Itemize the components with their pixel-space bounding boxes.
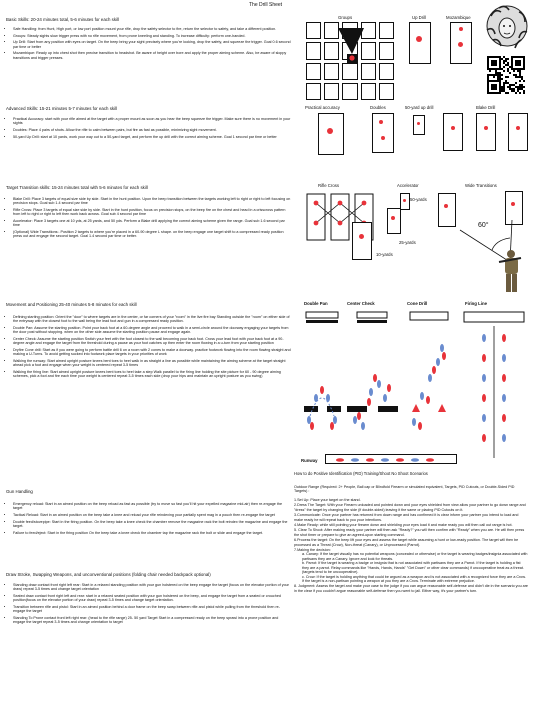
up-drill-hit [416,36,422,42]
draw-stroke-list [6,583,291,627]
list-item: • Seated draw contact front right left and rear: start in a relaxed seated position with your gun holstered on the beep, and engage the target from a seated or crouched position(focus on the elevator portion of your draw) repeat 3-5 times and change target orientation. [13,594,291,603]
advanced-skills-list [6,117,291,141]
accelerator-hit [403,199,406,202]
up-drill-label: Up Drill [412,15,427,20]
list-item: • Emergency reload: Start in an aimed position on the beep reload as fast as possible (try to move so fast you'll hit your expelled magazine mid-air) then re-engage the target [13,502,291,511]
pid-substep: a. Canary: If the target visually has no potential weapons (concealed or otherwise) or the target is wearing badges/insignia associated with partisans they are a Canary. Ignore and look for threats. [302,552,528,561]
list-item: • Dryfire Cone drill: Start as if you were going to perform battle drill 6 on a room with 2 cones to make a doorway. practice footwork flowing into the room flowing straight and making a U-Turns. To avoid getting sucked into footwork place targets in your priorities of work [13,348,291,357]
blake-hit [516,126,520,130]
mozambique-label: Mozambique [446,15,471,20]
list-item: • Center Check: Assume the starting position Switch your feet with the foot closest to the wall becoming your back foot. Cross your lead foot with your back foot at a 90-degree angle and engage the target from the threshold during a pause as your foot catches up then enter the room flowing in a u-turn from your starting position [13,337,291,346]
doubles-label: Doubles [370,105,386,110]
50-yard-hit [417,122,420,125]
double-pan-label: Double Pan [304,301,328,306]
pid-step: 4.Make Ready: while still pointing your firearm down and shielding your eyes load it and make ready you will then call out range is hot. [294,523,513,528]
list-item: • Up Drill: Start from any position with eyes on target. On the beep bring your sight precisely where you're looking, drop the safety, and squeeze the trigger. Goal 0.6 second par time or better [13,40,291,49]
list-item: • Double Pan: Assume the starting position. Point your back foot at a 60-degree angle and proceed to walk in a semi-circle around the doorway engaging your targets from the door post without stopping. when on the other side assume the starting position pause and engage again. [13,326,291,335]
accelerator-10-yards-label: 10-yards [376,252,393,257]
basic-skills-heading: Basic Skills: 20-24 minutes total, 5-6 minutes for each skill [6,17,119,22]
50-yard-target [413,115,425,135]
blake-target-1 [443,113,463,151]
soldier-figure-image [495,248,525,296]
firing-line-diagram [460,308,530,468]
pid-heading: How to do Positive Identification (PID) Training/Shoot No Shoot Scenarios [294,471,428,476]
list-item: • (Optional) Wide Transitions:. Position 2 targets to where you're placed in a 60-90 degree L shape. on the beep engage one target shift to a compressed ready position press out and engage the second target. Goal 1.4 second par time or better. [13,230,291,239]
draw-stroke-heading: Draw Stroke, Swapping Weapons, and unconventional positions (folding chair needed backpack optional) [6,572,211,577]
center-check-diagram [345,308,400,448]
double-pan-diagram [300,308,345,448]
list-item: • Walking the runway: Start aimed upright posture knees bent toes to heel walk in as straight a line as possible while maintaining the aiming scheme at the target straight ahead pick a foot and engage when your weight is centered repeat 3-5 times [13,359,291,368]
cone-drill-label: Cone Drill [407,301,428,306]
blake-hit [451,126,455,130]
pid-step: 2.Dress The Target: With your Firearm unloaded and pointed down and your eyes shielded from view allow your partner to go down range and "dress" the target by changing the side (if double-sided) leaving it the same or placing PID Cutouts on it. [294,503,526,512]
50-yard-up-drill-label: 50-yard up drill [405,105,434,110]
list-item: • Transition between rifle and pistol: Start in an aimed position behind a door frame on the beep swap between rifle and pistol while pulling from the threshold then re-engage the target [13,605,291,614]
pid-substep: c. Crow: If the target is holding anything that could be argued as a weapon and is not associated with a recognized force they are a Crow. If the target is a non-partisan pointing a weapon at you they are a Crow. Terminate with extreme prejudice. [302,574,526,583]
basic-skills-list [6,27,291,62]
mozambique-hit-chest [458,42,463,47]
list-item: • Doubles: Place 4 pairs of shots. Allow the rifle to calm between pairs, but fire as fast as possible, minimizing sight movement. [13,128,291,132]
firing-line-label: Firing Line [465,301,487,306]
gun-handling-list [6,502,291,537]
practical-accuracy-label: Practical accuracy [305,105,340,110]
pid-steps [294,498,528,593]
list-item: • Double feed/stovepipe: Start in the firing position. On the beep take a knee check the chamber remove the magazine rack the bolt reindex the magazine and engage the target. [13,520,291,529]
cone-drill-diagram [402,308,457,448]
pid-step: 7.Making the decision: [294,548,331,553]
accelerator-50-yards-label: 50-yards [410,197,427,202]
gun-handling-heading: Gun Handling [6,489,33,494]
practical-accuracy-hit [327,128,333,134]
pid-step: 1.Set Up: Place your target on the stand. [294,498,361,502]
doubles-target [372,113,394,153]
page-title: The Drill Sheet [249,2,283,8]
accelerator-25-yards-label: 25-yards [399,240,416,245]
accelerator-hit [391,216,395,220]
wide-angle-label: 60° [478,222,489,229]
list-item: • Groups: Steady sights slow trigger press with no rifle movement, from prone kneeling and standing. To increase difficulty: perform one-handed. [13,34,291,38]
list-item: • Blake Drill: Place 3 targets of equal size side by side. Start in the hunt position. Upon the beep transition between the targets working left to right or right to left focusing on precision stops. Goal sub 1.4 second par time [13,197,291,206]
center-check-label: Center Check [347,301,375,306]
pid-step: 8. Judgment: Assess the target and make your case to the judge if you can argue reasonable self-defense and didn't die in the scenario you are in the clear if you couldn't argue reasonable self-defense then you went to jail. Either way, it's your partner's turn. [294,584,528,593]
transition-skills-list [6,197,291,241]
runway-label: Runway [301,458,318,463]
list-item: • Standing draw contact front right left rear: Start in a relaxed standing position with your gun holstered on the beep engage the target (focus on the elevator portion of your draw) repeat 3-5 times and change target orientation [13,583,291,592]
list-item: • Walking the firing line: Start aimed upright posture knees bent toes to heel take a step Walk parallel to the firing line holding the site picture for 60 - 90 degree aiming schemes, pick a foot and fire each time your weight is centered repeat 3-5 times each side (drop your hips and maintain an upright posture as you swing) [13,370,291,379]
accelerator-hit [359,234,364,239]
pid-intro: Outdoor Range (Required: 2+ People, Ball cap or Blindfold Firearm or simulated equivalent, Targets, PID Cutouts, or Double-Sided PID Targets) : [294,485,515,494]
qr-code-image [487,56,525,94]
movement-list [6,315,291,381]
pid-step: 6.Process the target: On the beep lift your eyes and assess the target while assuming a hunt or low-ready position. The target will then be processed as a Threat (Crow), Non-threat (Canary), or Unprocessed (Parrot). [294,538,519,547]
pid-step: 3.Communicate: Once your partner has returned from down range and has confirmed it is clear inform your partner you intend to load and make ready he will repeat back to you your intentions. [294,513,519,522]
accelerator-target-10 [352,222,372,260]
groups-label: Groups [338,15,353,20]
list-item: • Mozambique: Ready up into chest shot then precise transition to headshot. Be aware of height over bore and apply the proper aiming scheme. Also, be aware of sloppy transitions and trigger presses. [13,51,291,60]
medusa-portrait-image [485,4,529,48]
list-item: • Practical Accuracy: start with your rifle aimed at the target with a proper mount as soon as you hear the beep squeeze the trigger. Make sure there is no movement in your sights [13,117,291,126]
blake-hit [484,126,488,130]
list-item: • 50-yard Up Drill: start at 10 yards, work your way out to a 50-yard target, and perform the up drill with the correct aiming scheme. Goal 1 second par time or better [13,135,291,139]
transition-skills-heading: Target Transition skills: 15-24 minutes total with 5-6 minutes for each skill [6,185,148,190]
list-item: • Rifle Cross: Place 3 targets of equal size side by side. Start in the hunt position, focus on precision stops, on the beep fire on the chest and head in a crisscross pattern from left to right or right to left then work back across. Goal sub 4 second par time [13,208,291,217]
list-item: • Failure to feed/eject: Start in the firing position On the beep take a knee check the chamber tap the magazine rack the bolt or slide and engage the target. [13,531,291,535]
movement-heading: Movement and Positioning 25-40 minutes 5-8 minutes for each skill [6,302,137,307]
list-item: • Standing To Prone contact front left right rear: (head to the rifle range) 25- 50 yard Target Start in a compressed ready on the beep sprawl into a prone position and engage the target repeat 3-5 times and change orientation to target [13,616,291,625]
list-item: • Defining starting position: Orient the "door" to where targets are in the center, or far corners of your "room" in the live fire bay Standing outside the "room" on either side of the entryway with the closest foot to the wall being the lead foot and gun in a compressed ready position. [13,315,291,324]
doubles-hit [379,120,383,124]
list-item: • Tactical Reload: Start in an aimed position on the beep take a knee and reload your rifle reindexing your partially spent mag in a pouch then re-engage the target [13,513,291,517]
accelerator-label: Accelerator [397,183,419,188]
mozambique-hit-head [459,27,463,31]
blake-target-3 [508,113,528,151]
up-drill-target [409,22,431,64]
advanced-skills-heading: Advanced Skills: 15-21 minutes 5-7 minutes for each skill [6,106,118,111]
runway-footsteps [330,448,450,468]
list-item: • Safe Handling: from Hunt, High port, or low port position mount your rifle, drop the safety selector to fire, return the selector to safety, and take a different position. [13,27,291,31]
groups-target-silhouette [306,22,394,100]
accelerator-target-25 [387,208,401,234]
rifle-cross-label: Rifle Cross [318,183,340,188]
doubles-hit [381,136,385,140]
practical-accuracy-target [318,113,344,155]
pid-substep: b. Parrot: If the target is wearing a badge or insignia that is not associated with partisans they are a Parrot. If the target is holding a fist they are a parrot. Relay commands like "Hands, Hands, Hands" "Get Down" or other clear commands) if uncooperative treat as a threat. (targets tend to be uncooperative). [302,561,524,575]
wide-transitions-label: Wide Transitions [465,183,497,188]
list-item: • Accelerator: Place 3 targets one at 10 yds, at 25 yards, and 50 yds. Perform a Blake drill applying the correct aiming scheme given the range. Goal sub 1.6 second par time [13,219,291,228]
blake-target-2 [476,113,496,151]
blake-drill-label: Blake Drill [476,105,496,110]
pid-step: 5. Clear To Shoot: After making ready your partner will then ask "Ready?" you will then confirm with "Ready" when you are. He will then press the shot timer or prepare to give an agreed-upon starting command. [294,528,525,537]
